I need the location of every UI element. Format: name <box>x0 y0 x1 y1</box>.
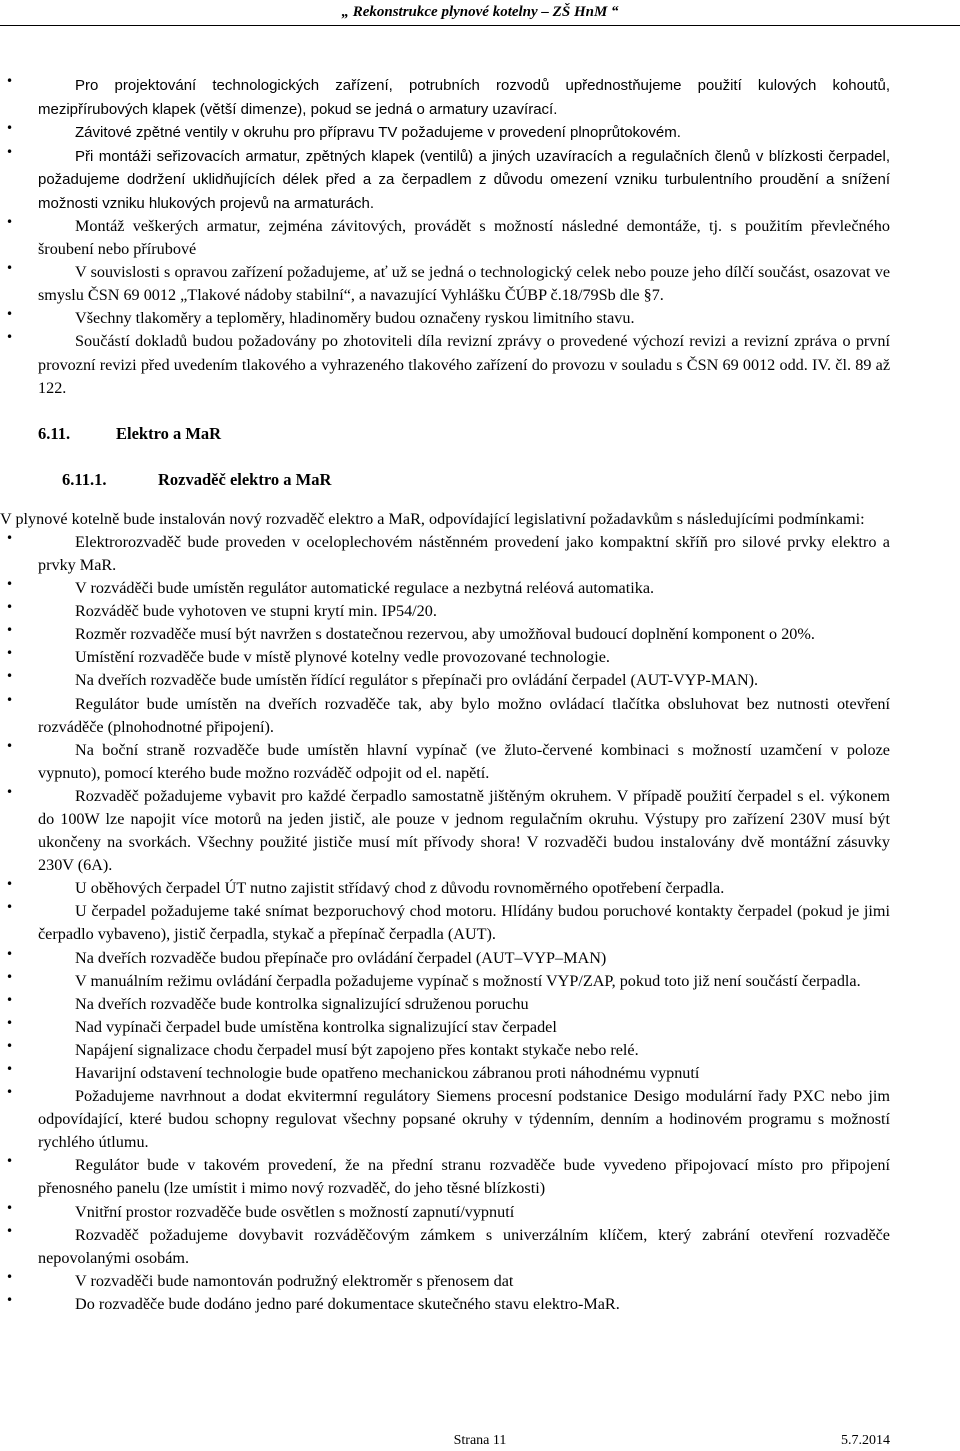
bullet-list-c <box>6 530 890 1316</box>
list-item-text: Součástí dokladů budou požadovány po zhotoviteli díla revizní zprávy o provedené výchozí revizi a revizní zpráva o první provozní revizi před uvedením tlakového a vyhrazeného tlakového zařízení do provozu v souladu s ČSN 69 0012 odd. IV. čl. 89 až 122. <box>38 332 890 397</box>
bullet-icon: • <box>6 600 14 615</box>
section-number: 6.11. <box>38 423 71 443</box>
bullet-icon: • <box>6 946 14 961</box>
subsection-title: Rozvaděč elektro a MaR <box>158 469 332 489</box>
list-item-text: Rozváděč bude vyhotoven ve stupni krytí min. IP54/20. <box>75 602 437 621</box>
list-item <box>6 623 890 646</box>
bullet-icon: • <box>6 1154 14 1169</box>
bullet-icon: • <box>6 330 14 345</box>
section-title: Elektro a MaR <box>116 423 222 443</box>
bullet-icon: • <box>6 74 14 88</box>
bullet-icon: • <box>6 877 14 892</box>
list-item-text: Pro projektování technologických zařízení, potrubních rozvodů upřednostňujeme použití kulových kohoutů, mezipřírubových klapek (větší dimenze), pokud se jedná o armatury uzavírací. <box>38 77 890 118</box>
bullet-icon: • <box>6 669 14 684</box>
page-number: Strana 11 <box>453 1433 507 1448</box>
list-item-text: V manuálním režimu ovládání čerpadla požadujeme vypínač s možností VYP/ZAP, pokud toto již není součástí čerpadla. <box>75 971 861 990</box>
list-item <box>6 144 890 216</box>
list-item-text: Do rozvaděče bude dodáno jedno paré dokumentace skutečného stavu elektro-MaR. <box>75 1294 620 1313</box>
list-item-text: Rozměr rozvaděče musí být navržen s dostatečnou rezervou, aby umožňoval budoucí doplnění komponent o 20%. <box>75 625 815 644</box>
list-item <box>6 530 890 577</box>
list-item-text: U oběhových čerpadel ÚT nutno zajistit střídavý chod z důvodu rovnoměrného opotřebení čerpadla. <box>75 879 725 898</box>
section-heading <box>38 424 890 444</box>
list-item-text: Závitové zpětné ventily v okruhu pro přípravu TV požadujeme v provedení plnoprůtokovém. <box>75 124 681 141</box>
intro-paragraph: V plynové kotelně bude instalován nový rozvaděč elektro a MaR, odpovídající legislativní požadavkům s následujícími podmínkami: <box>0 509 865 528</box>
bullet-icon: • <box>6 1269 14 1284</box>
list-item <box>6 1200 890 1224</box>
list-item <box>6 646 890 669</box>
bullet-icon: • <box>6 1085 14 1100</box>
bullet-icon: • <box>6 530 14 545</box>
bullet-icon: • <box>6 738 14 753</box>
list-item <box>6 692 890 739</box>
list-item-text: Regulátor bude umístěn na dveřích rozvaděče tak, aby bylo možno ovládací tlačítka obsluhovat bez nutnosti otevření rozváděče (plnohodnotné připojení). <box>38 694 890 736</box>
page-header: „ Rekonstrukce plynové kotelny – ZŠ HnM “ <box>341 4 619 20</box>
list-item <box>6 738 890 785</box>
list-item-text: Rozvaděč požadujeme dovybavit rozváděčovým zámkem s univerzálním klíčem, který zabrání otevření rozvaděče nepovolanými osobám. <box>38 1225 890 1267</box>
bullet-icon: • <box>6 215 14 229</box>
bullet-icon: • <box>6 1223 14 1238</box>
list-item-text: Rozvaděč požadujeme vybavit pro každé čerpadlo samostatně jištěným okruhem. V případě použití čerpadel s el. výkonem do 100W lze napojit více motorů na jeden jistič, ale pouze v jednom regulačním okruhu. Výstupy pro zařízení 230V musí být ukončeny na svorkách. Všechny použité jističe musí mít přívody shora! V rozvaděči budou instalovány dvě montážní zásuvky 230V (6A). <box>38 786 890 875</box>
list-item-text: V souvislosti s opravou zařízení požadujeme, ať už se jedná o technologický celek nebo pouze jeho dílčí součást, osazovat ve smyslu ČSN 69 0012 „Tlakové nádoby stabilní“, a navazující Vyhlášku ČÚBP č.18/79Sb dle §7. <box>38 263 890 305</box>
list-item <box>6 215 890 261</box>
bullet-icon: • <box>6 623 14 638</box>
list-item-text: U čerpadel požadujeme také snímat bezporuchový chod motoru. Hlídány budou poruchové kontakty čerpadel (pokud je jimi čerpadlo vybaveno), jistič čerpadla, stykač a přepínač čerpadla (AUT). <box>38 902 890 944</box>
list-item <box>6 1223 890 1270</box>
list-item-text: Na dveřích rozvaděče bude kontrolka signalizující sdruženou poruchu <box>75 994 529 1013</box>
list-item-text: Na dveřích rozvaděče bude umístěn řídící regulátor s přepínači pro ovládání čerpadel (AUT-VYP-MAN). <box>75 671 759 690</box>
page-footer <box>0 1432 960 1450</box>
list-item <box>6 1085 890 1154</box>
bullet-icon: • <box>6 646 14 661</box>
list-item-text: Vnitřní prostor rozvaděče bude osvětlen s možností zapnutí/vypnutí <box>75 1202 515 1221</box>
subsection-number: 6.11.1. <box>62 469 107 489</box>
list-item <box>6 307 890 330</box>
list-item <box>6 1062 890 1085</box>
bullet-icon: • <box>6 969 14 984</box>
list-item <box>6 877 890 900</box>
list-item-text: Elektrorozvaděč bude proveden v oceloplechovém nástěnném provedení jako kompaktní skříň pro silové prvky elektro a prvky MaR. <box>38 532 890 574</box>
list-item-text: Montáž veškerých armatur, zejména závitových, provádět s možností následné demontáže, tj. s použitím převlečného šroubení nebo přírubové <box>38 217 890 259</box>
list-item-text: Havarijní odstavení technologie bude opatřeno mechanickou zábranou proti náhodnému vypnutí <box>75 1064 700 1082</box>
bullet-icon: • <box>6 992 14 1007</box>
list-item <box>6 946 890 970</box>
list-item <box>6 1269 890 1293</box>
list-item-text: Všechny tlakoměry a teploměry, hladinoměry budou označeny ryskou limitního stavu. <box>75 309 635 328</box>
bullet-icon: • <box>6 1015 14 1030</box>
list-item <box>6 74 890 121</box>
list-item-text: V rozvaděči bude namontován podružný elektroměr s přenosem dat <box>75 1271 514 1290</box>
bullet-icon: • <box>6 692 14 707</box>
list-item <box>6 121 890 145</box>
list-item <box>6 1154 890 1200</box>
list-item-text: Napájení signalizace chodu čerpadel musí být zapojeno přes kontakt stykače nebo relé. <box>75 1040 639 1059</box>
list-item-text: V rozváděči bude umístěn regulátor automatické regulace a nezbytná reléová automatika. <box>75 579 655 598</box>
subsection-heading <box>38 470 890 490</box>
list-item <box>6 577 890 600</box>
list-item <box>6 969 890 993</box>
bullet-icon: • <box>6 784 14 799</box>
list-item-text: Na boční straně rozvaděče bude umístěn hlavní vypínač (ve žluto-červené kombinaci s možností uzamčení v poloze vypnuto), pomocí kterého bude možno rozváděč odpojit od el. napětí. <box>38 740 890 782</box>
bullet-icon: • <box>6 1038 14 1053</box>
list-item-text: Regulátor bude v takovém provedení, že na přední stranu rozvaděče bude vyvedeno připojovací místo pro připojení přenosného panelu (lze umístit i mimo nový rozvaděč, do jeho těsné blízkosti) <box>38 1156 890 1198</box>
bullet-icon: • <box>6 1292 14 1307</box>
bullet-list-a <box>6 74 890 215</box>
list-item <box>6 330 890 399</box>
list-item-text: Při montáži seřizovacích armatur, zpětných klapek (ventilů) a jiných uzavíracích a regulačních členů v blízkosti čerpadel, požadujeme dodržení uklidňujících délek před a za čerpadlem z důvodu omezení vzniku turbulentního proudění a snížení možnosti vzniku hlukových projevů na armaturách. <box>38 147 890 212</box>
list-item-text: Umístění rozvaděče bude v místě plynové kotelny vedle provozované technologie. <box>75 648 610 667</box>
list-item-text: Na dveřích rozvaděče budou přepínače pro ovládání čerpadel (AUT–VYP–MAN) <box>75 948 607 967</box>
list-item <box>6 669 890 692</box>
header-rule <box>0 25 960 26</box>
list-item <box>6 1038 890 1062</box>
bullet-icon: • <box>6 121 14 135</box>
list-item <box>6 992 890 1016</box>
footer-date: 5.7.2014 <box>841 1433 890 1448</box>
document-body <box>0 74 890 1316</box>
list-item <box>6 261 890 307</box>
bullet-icon: • <box>6 144 14 159</box>
bullet-list-b <box>6 215 890 400</box>
bullet-icon: • <box>6 1062 14 1076</box>
bullet-icon: • <box>6 307 14 322</box>
bullet-icon: • <box>6 577 14 592</box>
list-item <box>6 784 890 877</box>
list-item <box>6 1292 890 1316</box>
list-item <box>6 1015 890 1039</box>
bullet-icon: • <box>6 900 14 915</box>
list-item-text: Požadujeme navrhnout a dodat ekvitermní regulátory Siemens procesní podstanice Desigo modulární řady PXC nebo jim odpovídající, které budou schopny regulovat všechny popsané okruhy v týdenním, denním a hodinovém programu s možností rychlého útlumu. <box>38 1087 890 1152</box>
bullet-icon: • <box>6 261 14 276</box>
list-item <box>6 600 890 623</box>
list-item <box>6 900 890 946</box>
bullet-icon: • <box>6 1200 14 1215</box>
list-item-text: Nad vypínači čerpadel bude umístěna kontrolka signalizující stav čerpadel <box>75 1017 557 1036</box>
